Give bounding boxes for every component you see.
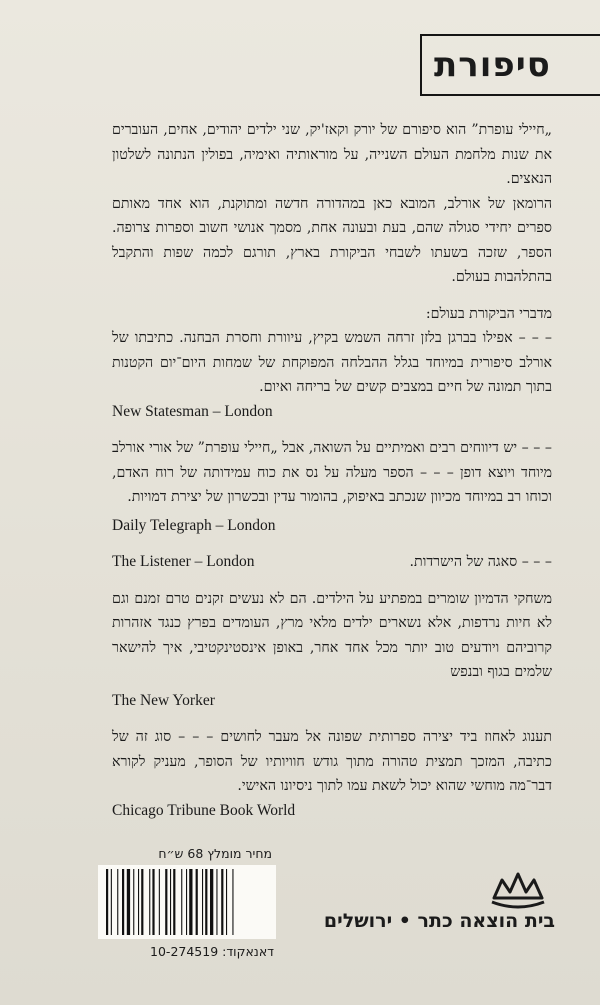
review-text: – – – סאגה של הישרדות. [409,554,552,570]
review-text: – – – יש דיווחים רבים ואמיתיים על השואה, אבל „חיילי עופרת” של אורי אורלב מיוחד ויוצא דופן – – – הספר מעלה על נס את כוח עמידותה של רוח האדם, וכוחו רב במיוחד מכיוון שנכתב באיפוק, בהומור עדין ובכשרון של יצירת דמויות. [112,440,552,505]
review-row [112,550,552,575]
category-label-box [420,34,600,96]
barcode-icon [104,869,270,935]
review-text: תענוג לאחוז ביד יצירה ספרותית שפונה אל מעבר לחושים – – – סוג זה של כתיבה, המזכך תמצית טהורה מתוך גודש חוויותיו של הסופר, מעניק לקורא דבר־מה מוחשי שהוא יכול לשאת עמו לתוך ניסיונו האישי. [112,729,552,794]
intro-paragraph-2: הרומאן של אורלב, המובא כאן במהדורה חדשה ומתוקנת, הוא אחד מאותם ספרים יחידי סגולה שהם, בעת ובעונה אחת, מסמך אנושי חשוב וספרות צרופה. הספר, שזכה בשעתו לשבחי הביקורת בארץ, תורגם לכמה שפות והתקבל בהתלהבות בעולם. [112,195,552,285]
review-source: The New Yorker [112,691,215,709]
review-source: Daily Telegraph – London [112,516,276,534]
barcode [98,865,276,939]
review-source: Chicago Tribune Book World [112,801,296,819]
review-text: משחקי הדמיון שומרים במפתיע על הילדים. הם לא נעשים זקנים טרם זמנם וגם לא חיות נרדפות, אלא נשארים ילדים מלאי מרץ, העומדים בפרץ כנגד אזהרות קרוביהם ויודעים טוב יותר מכל אחד אחר, באופן אינסטינקטיבי, איך להישאר שלמים בגוף ובנפש [112,590,552,680]
reviews-heading: מדברי הביקורת בעולם: [425,305,552,322]
intro-paragraph-1: „חיילי עופרת” הוא סיפורם של יורק וקאז'יק, שני ילדים יהודים, אחים, העוברים את שנות מלחמת העולם השנייה, על מוראותיה ואימיה, בפולין הנתונה לשלטון הנאצים. [112,122,552,187]
crown-icon [488,868,548,912]
review-text: – – – אפילו בברגן בלזן זרחה השמש בקיץ, עיוורת וחסרת הבחנה. כתיבתו של אורלב סיפורית במיוחד בגלל ההבלחה המפוקחת של שמחות היום־יום הקטנות בתוך תמונה של חיים במצבים קשים של בריחה ואיום. [112,330,552,395]
review-source: The Listener – London [112,553,255,570]
blurb-content [112,118,552,823]
publisher-name: בית הוצאה כתר • ירושלים [323,910,555,932]
catalog-number: דאנאקוד: 10-274519 [150,944,274,959]
price-label: מחיר מומלץ 68 ש״ח [158,846,272,861]
category-label: סיפורת [434,45,551,85]
review-source: New Statesman – London [112,402,273,420]
